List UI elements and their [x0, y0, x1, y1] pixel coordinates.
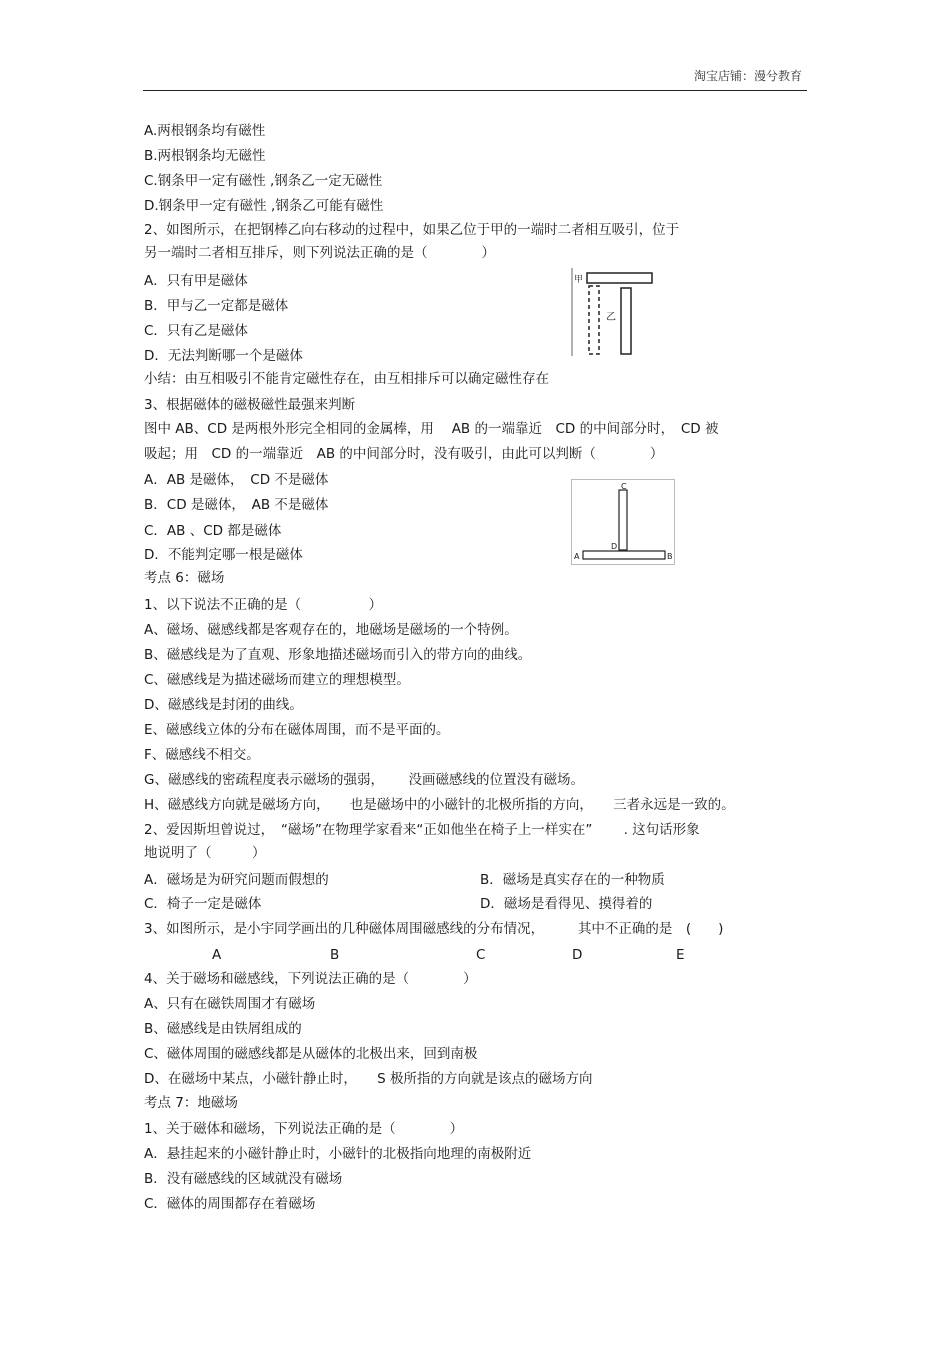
k6-q3-stem: 3、如图所示，是小宇同学画出的几种磁体周围磁感线的分布情况， 其中不正确的是 ( )	[144, 921, 724, 937]
q2-option-a: A．只有甲是磁体	[144, 273, 248, 289]
k7-q1-option-b: B．没有磁感线的区域就没有磁场	[144, 1171, 343, 1187]
figure-label-a: A	[574, 552, 580, 561]
q3-option-d: D．不能判定哪一根是磁体	[144, 547, 303, 563]
q2-option-d: D．无法判断哪一个是磁体	[144, 348, 303, 364]
steel-bars-figure	[571, 268, 657, 356]
q2-option-c: C．只有乙是磁体	[144, 323, 248, 339]
bar-yi-dashed	[589, 286, 599, 354]
header-rule	[143, 90, 807, 91]
k6-q1-option-e: E、磁感线立体的分布在磁体周围，而不是平面的。	[144, 722, 450, 738]
k6-q2-option-b: B．磁场是真实存在的一种物质	[480, 872, 665, 888]
k7-q1-option-c: C．磁体的周围都存在着磁场	[144, 1196, 316, 1212]
k6-q4-option-d: D、在磁场中某点，小磁针静止时， S 极所指的方向就是该点的磁场方向	[144, 1071, 593, 1087]
k6-q3-label-a: A	[212, 947, 222, 963]
k6-q1-option-a: A、磁场、磁感线都是客观存在的，地磁场是磁场的一个特例。	[144, 622, 518, 638]
k6-q1-option-h: H、磁感线方向就是磁场方向， 也是磁场中的小磁针的北极所指的方向， 三者永远是一致的。	[144, 797, 735, 813]
option-d: D.钢条甲一定有磁性 ,钢条乙可能有磁性	[144, 198, 384, 214]
k6-q3-label-d: D	[572, 947, 583, 963]
k6-q3-label-e: E	[676, 947, 685, 963]
q2-stem-line2: 另一端时二者相互排斥，则下列说法正确的是（ ）	[144, 245, 495, 261]
option-c: C.钢条甲一定有磁性 ,钢条乙一定无磁性	[144, 173, 383, 189]
rod-ab	[583, 551, 665, 559]
k6-q2-option-a: A．磁场是为研究问题而假想的	[144, 872, 329, 888]
k6-q4-stem: 4、关于磁场和磁感线，下列说法正确的是（ ）	[144, 971, 477, 987]
q2-summary: 小结：由互相吸引不能肯定磁性存在，由互相排斥可以确定磁性存在	[144, 371, 549, 387]
k6-q1-option-b: B、磁感线是为了直观、形象地描述磁场而引入的带方向的曲线。	[144, 647, 532, 663]
k6-q3-label-c: C	[476, 947, 486, 963]
k6-q3-label-b: B	[330, 947, 340, 963]
figure-label-jia: 甲	[574, 275, 584, 285]
k6-q2-option-c: C．椅子一定是磁体	[144, 896, 262, 912]
k6-q2-option-d: D．磁场是看得见、摸得着的	[480, 896, 653, 912]
q2-stem-line1: 2、如图所示，在把钢棒乙向右移动的过程中，如果乙位于甲的一端时二者相互吸引，位于	[144, 222, 680, 238]
page-header-shop: 淘宝店铺：漫兮教育	[693, 69, 802, 83]
q3-stem-line2: 吸起；用 CD 的一端靠近 AB 的中间部分时，没有吸引，由此可以判断（ ）	[144, 446, 664, 462]
option-b: B.两根钢条均无磁性	[144, 148, 266, 164]
rod-cd	[619, 490, 627, 550]
q2-option-b: B．甲与乙一定都是磁体	[144, 298, 289, 314]
metal-rods-figure	[571, 479, 675, 565]
k6-q1-option-g: G、磁感线的密疏程度表示磁场的强弱， 没画磁感线的位置没有磁场。	[144, 772, 585, 788]
figure-label-c: C	[621, 482, 627, 491]
k6-q4-option-a: A、只有在磁铁周围才有磁场	[144, 996, 316, 1012]
q3-option-a: A．AB 是磁体， CD 不是磁体	[144, 472, 329, 488]
k6-q4-option-c: C、磁体周围的磁感线都是从磁体的北极出来，回到南极	[144, 1046, 478, 1062]
k6-q2-stem-line1: 2、爱因斯坦曾说过， “磁场”在物理学家看来“正如他坐在椅子上一样实在” . 这句话形象	[144, 822, 700, 838]
k6-q4-option-b: B、磁感线是由铁屑组成的	[144, 1021, 302, 1037]
k7-q1-option-a: A．悬挂起来的小磁针静止时，小磁针的北极指向地理的南极附近	[144, 1146, 532, 1162]
bar-yi	[621, 288, 631, 354]
q3-title: 3、根据磁体的磁极磁性最强来判断	[144, 397, 356, 413]
k6-q1-stem: 1、以下说法不正确的是（ ）	[144, 597, 383, 613]
k6-q1-option-d: D、磁感线是封闭的曲线。	[144, 697, 303, 713]
k6-q2-stem-line2: 地说明了（ ）	[144, 845, 266, 861]
q3-option-b: B．CD 是磁体， AB 不是磁体	[144, 497, 329, 513]
k6-q1-option-f: F、磁感线不相交。	[144, 747, 260, 763]
q3-stem-line1: 图中 AB、CD 是两根外形完全相同的金属棒，用 AB 的一端靠近 CD 的中间部分时， CD 被	[144, 421, 719, 437]
section-7-title: 考点 7：地磁场	[144, 1095, 238, 1111]
k6-q1-option-c: C、磁感线是为描述磁场而建立的理想模型。	[144, 672, 410, 688]
q3-option-c: C．AB 、CD 都是磁体	[144, 523, 282, 539]
option-a: A.两根钢条均有磁性	[144, 123, 266, 139]
section-6-title: 考点 6：磁场	[144, 570, 225, 586]
figure-label-d: D	[611, 542, 618, 551]
figure-label-b: B	[667, 552, 673, 561]
k7-q1-stem: 1、关于磁体和磁场，下列说法正确的是（ ）	[144, 1121, 464, 1137]
bar-jia	[587, 273, 652, 283]
figure-label-yi: 乙	[606, 312, 616, 323]
